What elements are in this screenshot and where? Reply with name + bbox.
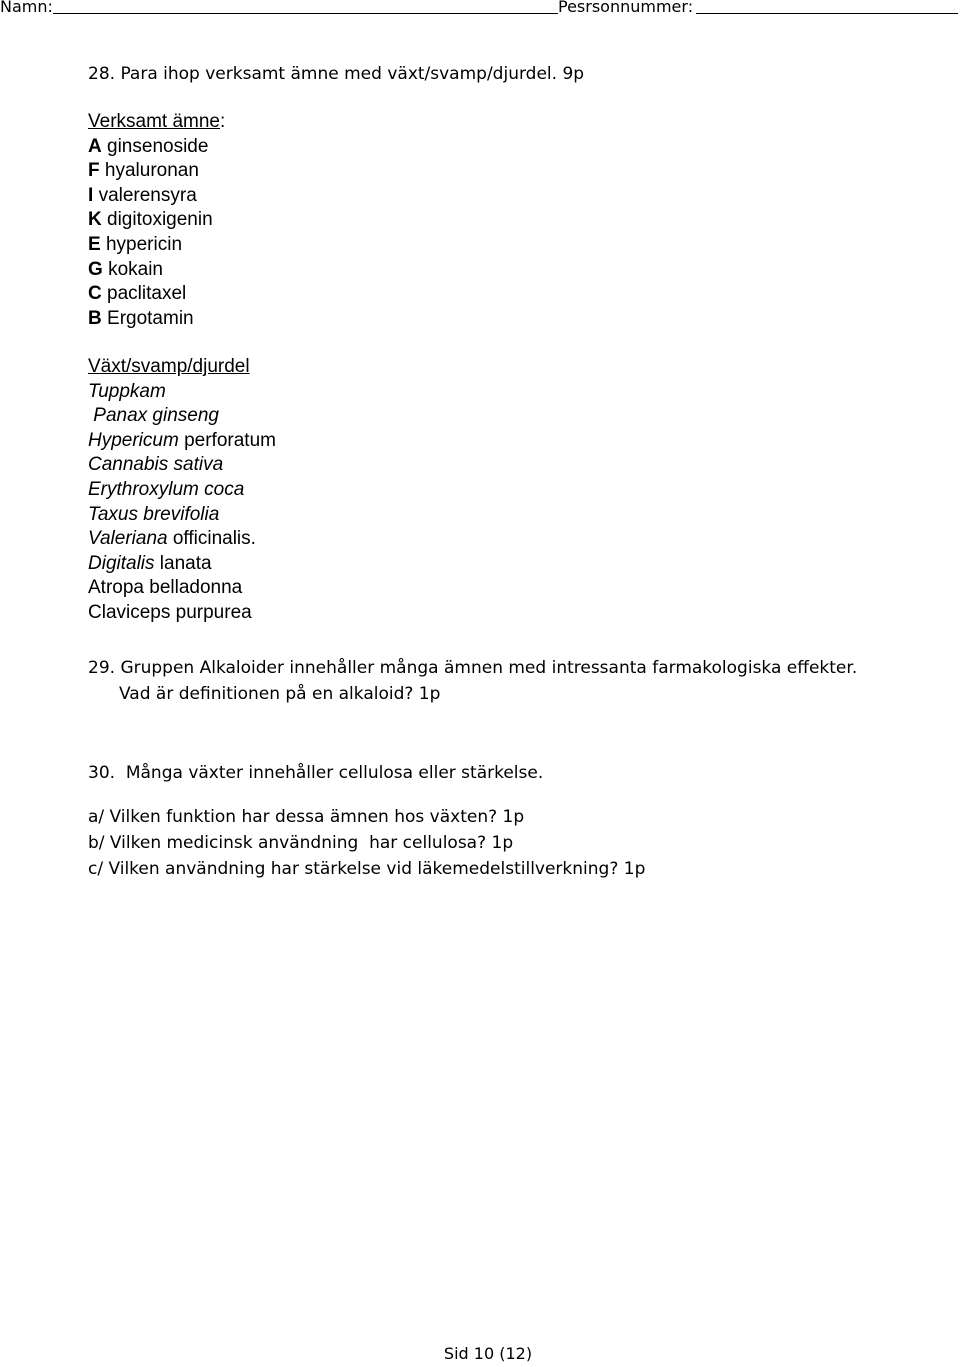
substance-item: C paclitaxel	[88, 283, 187, 305]
source-list	[88, 355, 276, 626]
source-item: Valeriana officinalis.	[88, 528, 256, 550]
subquestion-b: b/ Vilken medicinsk användning har cellulosa? 1p	[88, 833, 514, 853]
substance-item: B Ergotamin	[88, 307, 194, 329]
substance-item: I valerensyra	[88, 184, 197, 206]
substance-list	[88, 110, 225, 331]
subquestion-a: a/ Vilken funktion har dessa ämnen hos växten? 1p	[88, 807, 525, 827]
personnummer-field[interactable]	[696, 13, 958, 14]
question-29-line-1: 29. Gruppen Alkaloider innehåller många ämnen med intressanta farmakologiska effekter.	[88, 658, 858, 678]
question-30-subquestions	[88, 804, 645, 882]
name-field[interactable]	[53, 13, 558, 14]
substance-item: E hypericin	[88, 233, 183, 255]
substance-item: A ginsenoside	[88, 135, 209, 157]
page-number: Sid 10 (12)	[443, 1344, 533, 1363]
subquestion-c: c/ Vilken användning har stärkelse vid läkemedelstillverkning? 1p	[88, 859, 646, 879]
page-header	[0, 0, 960, 17]
source-item: Erythroxylum coca	[88, 478, 245, 500]
source-item: Digitalis lanata	[88, 552, 212, 574]
substance-heading: Verksamt ämne:	[88, 111, 226, 132]
source-item: Atropa belladonna	[88, 577, 243, 599]
source-item: Claviceps purpurea	[88, 601, 252, 623]
personnummer-label: Pesrsonnummer:	[558, 0, 694, 16]
name-label: Namn:	[0, 0, 53, 16]
question-28: 28. Para ihop verksamt ämne med växt/svamp/djurdel. 9p	[88, 64, 585, 84]
source-item: Cannabis sativa	[88, 454, 224, 476]
question-29-line-2: Vad är definitionen på en alkaloid? 1p	[119, 684, 441, 704]
source-item: Hypericum perforatum	[88, 429, 276, 451]
substance-item: K digitoxigenin	[88, 209, 213, 231]
source-heading: Växt/svamp/djurdel	[88, 356, 250, 377]
question-30: 30. Många växter innehåller cellulosa eller stärkelse.	[88, 763, 544, 783]
source-item: Tuppkam	[88, 380, 166, 402]
substance-item: G kokain	[88, 258, 163, 280]
source-item: Panax ginseng	[88, 405, 219, 427]
source-item: Taxus brevifolia	[88, 503, 220, 525]
question-29	[88, 655, 857, 707]
substance-item: F hyaluronan	[88, 160, 199, 182]
